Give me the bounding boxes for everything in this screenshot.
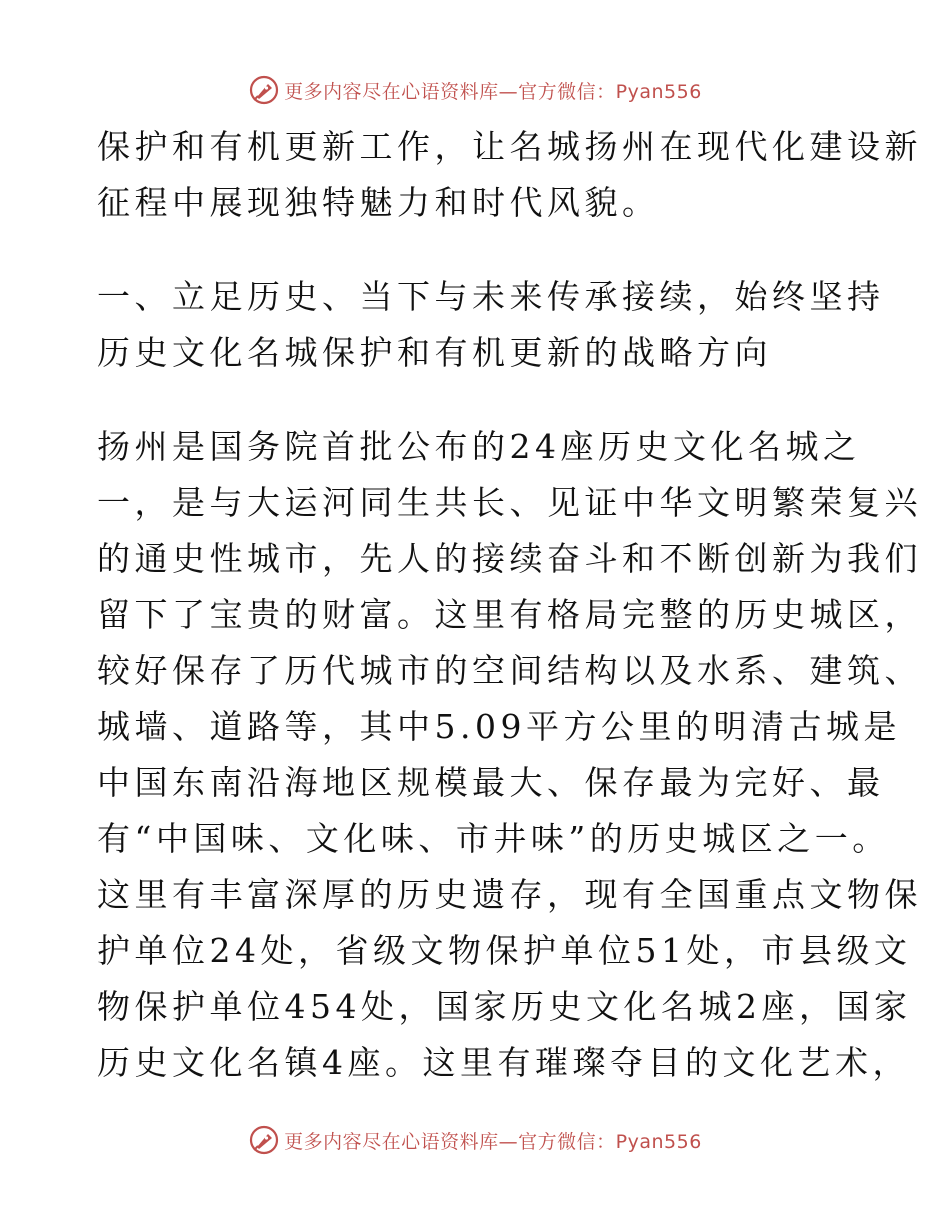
body-line: 护单位24处，省级文物保护单位51处，市县级文 [97, 931, 912, 970]
body-line: 扬州是国务院首批公布的24座历史文化名城之 [97, 427, 861, 466]
footer-banner [0, 1120, 950, 1160]
body-line: 征程中展现独特魅力和时代风貌。 [97, 183, 660, 222]
body-line: 一，是与大运河同生共长、见证中华文明繁荣复兴 [97, 483, 922, 522]
body-line: 历史文化名镇4座。这里有璀璨夺目的文化艺术， [97, 1043, 910, 1082]
body-line: 留下了宝贵的财富。这里有格局完整的历史城区， [97, 595, 922, 634]
body-line: 保护和有机更新工作，让名城扬州在现代化建设新 [97, 127, 922, 166]
body-line: 这里有丰富深厚的历史遗存，现有全国重点文物保 [97, 875, 922, 914]
document-body [97, 119, 922, 1091]
body-line: 中国东南沿海地区规模最大、保存最为完好、最 [97, 763, 885, 802]
pen-nib-logo-icon [248, 74, 280, 106]
body-line: 城墙、道路等，其中5.09平方公里的明清古城是 [97, 707, 901, 746]
header-banner-text: 更多内容尽在心语资料库—官方微信：Pyan556 [284, 80, 702, 103]
header-banner [0, 70, 950, 110]
footer-banner-text: 更多内容尽在心语资料库—官方微信：Pyan556 [284, 1130, 702, 1153]
pen-nib-logo-icon [248, 1124, 280, 1156]
section-heading-line: 历史文化名城保护和有机更新的战略方向 [97, 333, 772, 372]
body-line: 较好保存了历代城市的空间结构以及水系、建筑、 [97, 651, 922, 690]
body-line: 物保护单位454处，国家历史文化名城2座，国家 [97, 987, 912, 1026]
section-heading-line: 一、立足历史、当下与未来传承接续，始终坚持 [97, 277, 885, 316]
body-line: 的通史性城市，先人的接续奋斗和不断创新为我们 [97, 539, 922, 578]
body-line: 有“中国味、文化味、市井味”的历史城区之一。 [97, 819, 890, 858]
